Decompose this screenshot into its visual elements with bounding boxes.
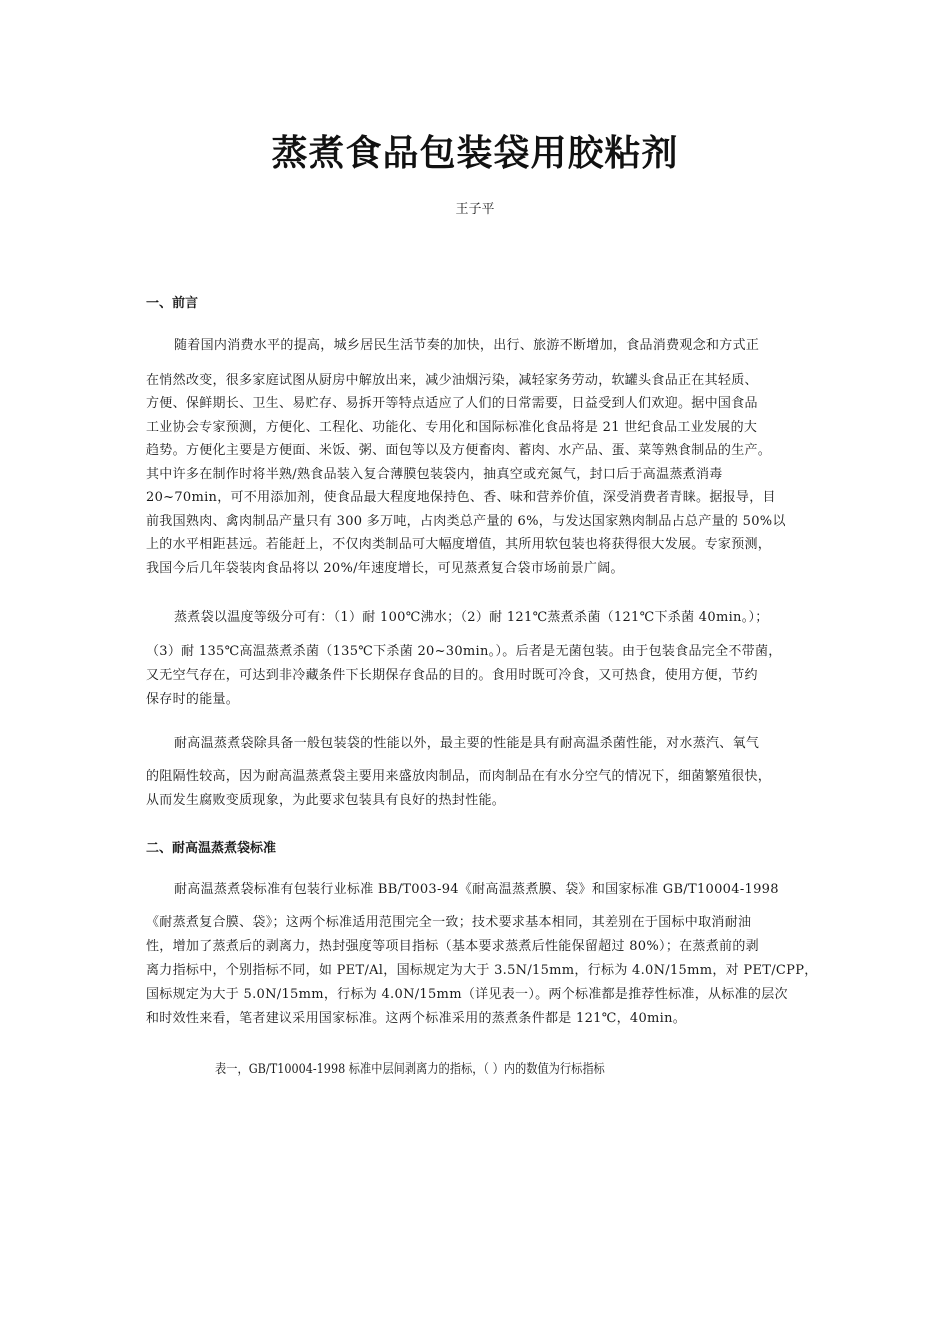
paragraph-line: 其中许多在制作时将半熟/熟食品装入复合薄膜包装袋内，抽真空或充氮气，封口后于高温蒸煮消毒: [146, 467, 723, 482]
paragraph-line: 和时效性来看，笔者建议采用国家标准。这两个标准采用的蒸煮条件都是 121℃，40min。: [146, 1011, 687, 1026]
paragraph-line: 在悄然改变，很多家庭试图从厨房中解放出来，减少油烟污染，减轻家务劳动，软罐头食品正在其轻质、: [146, 373, 758, 388]
paragraph-line: 的阻隔性较高，因为耐高温蒸煮袋主要用来盛放肉制品，而肉制品在有水分空气的情况下，细菌繁殖很快，: [146, 769, 772, 784]
paragraph-line: 工业协会专家预测，方便化、工程化、功能化、专用化和国际标准化食品将是 21 世纪食品工业发展的大: [146, 420, 758, 435]
paragraph-line: 国标规定为大于 5.0N/15mm，行标为 4.0N/15mm（详见表一）。两个标准都是推荐性标准，从标准的层次: [146, 987, 788, 1002]
paragraph-line: 耐高温蒸煮袋标准有包装行业标准 BB/T003-94《耐高温蒸煮膜、袋》和国家标准 GB/T10004-1998: [174, 882, 779, 897]
paragraph-line: 方便、保鲜期长、卫生、易贮存、易拆开等特点适应了人们的日常需要，日益受到人们欢迎。据中国食品: [146, 396, 758, 411]
paragraph-line: 离力指标中，个别指标不同，如 PET/Al，国标规定为大于 3.5N/15mm，行标为 4.0N/15mm，对 PET/CPP，: [146, 963, 818, 978]
section-heading-standards: 二、耐高温蒸煮袋标准: [146, 841, 277, 856]
paragraph-line: 上的水平相距甚远。若能赶上，不仅肉类制品可大幅度增值，其所用软包装也将获得很大发展。专家预测，: [146, 537, 772, 552]
paragraph-line: 又无空气存在，可达到非冷藏条件下长期保存食品的目的。食用时既可冷食，又可热食，使用方便，节约: [146, 668, 758, 683]
paragraph-line: 随着国内消费水平的提高，城乡居民生活节奏的加快，出行、旅游不断增加，食品消费观念和方式正: [174, 338, 760, 353]
paragraph-line: 从而发生腐败变质现象，为此要求包装具有良好的热封性能。: [146, 793, 506, 808]
paragraph-line: 前我国熟肉、禽肉制品产量只有 300 多万吨，占肉类总产量的 6%，与发达国家熟肉制品占总产量的 50%以: [146, 514, 786, 529]
section-heading-preface: 一、前言: [146, 296, 199, 311]
paragraph-line: 保存时的能量。: [146, 692, 240, 707]
author-name: 王子平: [455, 202, 495, 217]
paragraph-line: （3）耐 135℃高温蒸煮杀菌（135℃下杀菌 20~30min。）。后者是无菌包装。由于包装食品完全不带菌，: [146, 644, 782, 659]
paragraph-line: 20~70min，可不用添加剂，使食品最大程度地保持色、香、味和营养价值，深受消费者青睐。据报导，目: [146, 490, 776, 505]
paragraph-line: 耐高温蒸煮袋除具备一般包装袋的性能以外，最主要的性能是具有耐高温杀菌性能，对水蒸汽、氧气: [174, 736, 760, 751]
paragraph-line: 《耐蒸煮复合膜、袋》；这两个标准适用范围完全一致；技术要求基本相同，其差别在于国标中取消耐油: [146, 915, 752, 930]
document-title: 蒸煮食品包装袋用胶粘剂: [271, 132, 679, 174]
paragraph-line: 性，增加了蒸煮后的剥离力，热封强度等项目指标（基本要求蒸煮后性能保留超过 80%）；在蒸煮前的剥: [146, 939, 759, 954]
paragraph-line: 趋势。方便化主要是方便面、米饭、粥、面包等以及方便畜肉、蓄肉、水产品、蛋、菜等熟食制品的生产。: [146, 443, 772, 458]
paragraph-line: 我国今后几年袋装肉食品将以 20%/年速度增长，可见蒸煮复合袋市场前景广阔。: [146, 561, 624, 576]
paragraph-line: 蒸煮袋以温度等级分可有：（1）耐 100℃沸水；（2）耐 121℃蒸煮杀菌（121℃下杀菌 40min。）；: [174, 610, 769, 625]
table-caption: 表一，GB/T10004-1998 标准中层间剥离力的指标，（ ）内的数值为行标指标: [215, 1062, 605, 1077]
